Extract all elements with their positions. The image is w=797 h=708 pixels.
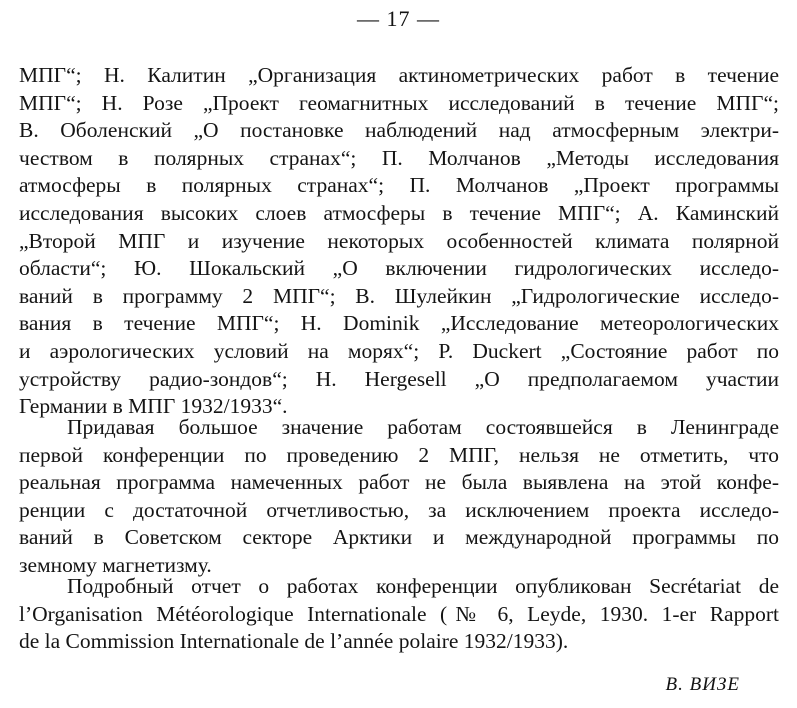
text-line: первой конференции по проведению 2 МПГ, нельзя не отметить, что	[19, 442, 779, 467]
text-line: ваний в Советском секторе Арктики и международной программы по	[19, 525, 779, 550]
text-line: ренции с достаточной отчетливостью, за исключением проекта исследо-	[19, 497, 779, 522]
text-line: устройству радио-зондов“; Н. Hergesell „О предполагаемом участии	[19, 366, 779, 391]
text-line: земному магнетизму.	[19, 552, 212, 577]
text-line: области“; Ю. Шокальский „О включении гидрологических исследо-	[19, 256, 779, 281]
text-line: и аэрологических условий на морях“; P. Duckert „Состояние работ по	[19, 338, 779, 363]
text-line: В. Оболенский „О постановке наблюдений над атмосферным электри-	[19, 118, 779, 143]
text-line: атмосферы в полярных странах“; П. Молчанов „Проект программы	[19, 173, 779, 198]
text-line: реальная программа намеченных работ не была выявлена на этой конфе-	[19, 470, 779, 495]
text-line: Подробный отчет о работах конференции опубликован Secrétariat de	[67, 574, 779, 598]
text-line: Германии в МПГ 1932/1933“.	[19, 394, 288, 419]
text-line: Придавая большое значение работам состоявшейся в Ленинграде	[67, 415, 779, 439]
text-line: исследования высоких слоев атмосферы в течение МПГ“; А. Каминский	[19, 200, 779, 225]
author-signature: В. ВИЗЕ	[665, 674, 740, 695]
text-line: „Второй МПГ и изучение некоторых особенностей климата полярной	[19, 228, 779, 253]
text-line: вания в течение МПГ“; Н. Dominik „Исследование метеорологических	[19, 311, 779, 336]
text-line: ваний в программу 2 МПГ“; В. Шулейкин „Гидрологические исследо-	[19, 283, 779, 308]
text-line: l’Organisation Météorologique Internationale (№ 6, Leyde, 1930. 1-er Rapport	[19, 601, 779, 626]
paragraph-conference-assessment	[19, 414, 779, 580]
text-line: МПГ“; Н. Калитин „Организация актинометрических работ в течение	[19, 63, 779, 87]
text-line: de la Commission Internationale de l’année polaire 1932/1933).	[19, 629, 569, 654]
paragraph-report-reference	[19, 573, 779, 656]
paragraph-continuation	[19, 62, 779, 421]
text-line: чеством в полярных странах“; П. Молчанов „Методы исследования	[19, 145, 779, 170]
text-line: МПГ“; Н. Розе „Проект геомагнитных исследований в течение МПГ“;	[19, 90, 779, 115]
page-number: — 17 —	[357, 6, 440, 31]
